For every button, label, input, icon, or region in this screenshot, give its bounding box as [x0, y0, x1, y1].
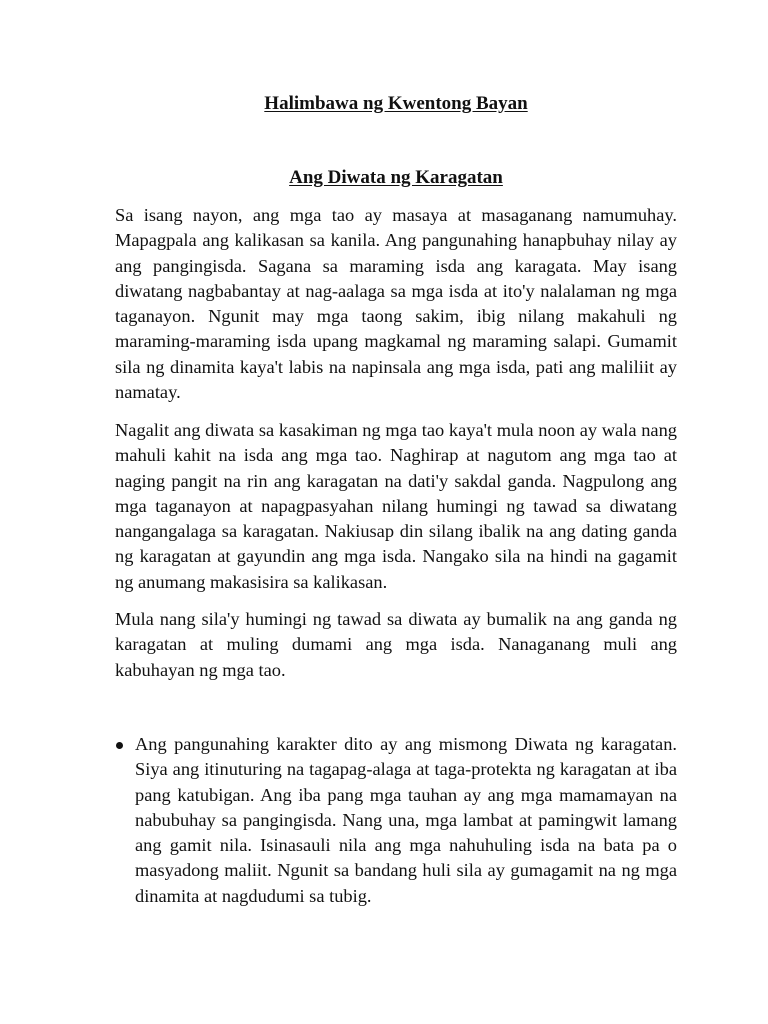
bullet-list — [115, 732, 677, 909]
document-title: Halimbawa ng Kwentong Bayan — [264, 93, 528, 114]
paragraph: Mula nang sila'y humingi ng tawad sa diwata ay bumalik na ang ganda ng karagatan at muling dumami ang mga isda. Nanaganang muli ang kabuhayan ng mga tao. — [115, 609, 677, 680]
list-item — [115, 732, 677, 909]
bullet-icon — [116, 742, 123, 749]
paragraph: Sa isang nayon, ang mga tao ay masaya at masaganang namumuhay. Mapagpala ang kalikasan sa kanila. Ang pangunahing hanapbuhay nilay ay ang pangingisda. Sagana sa maraming isda ang karagata. May isang diwatang nagbabantay at nag-aalaga sa mga isda at ito'y nalalaman ng mga taganayon. Ngunit may mga taong sakim, ibig nilang makahuli ng maraming-maraming isda upang magkamal ng maraming salapi. Gumamit sila ng dinamita kaya't labis na napinsala ang mga isda, pati ang maliliit ay namatay. — [115, 205, 677, 403]
story-title: Ang Diwata ng Karagatan — [289, 167, 503, 188]
paragraph: Nagalit ang diwata sa kasakiman ng mga tao kaya't mula noon ay wala nang mahuli kahit na isda ang mga tao. Naghirap at nagutom ang mga tao at naging pangit na rin ang karagatan na dati'y sakdal ganda. Nagpulong ang mga taganayon at napagpasyahan nilang humingi ng tawad sa diwatang nangangalaga sa karagatan. Nakiusap din silang ibalik na ang dating ganda ng karagatan at gayundin ang mga isda. Nangako sila na hindi na gagamit ng anumang makasisira sa kalikasan. — [115, 420, 677, 592]
list-item-text: Ang pangunahing karakter dito ay ang mismong Diwata ng karagatan. Siya ang itinuturing na tagapag-alaga at taga-protekta ng karagatan at iba pang katubigan. Ang iba pang mga tauhan ay ang mga mamamayan na nabubuhay sa pangingisda. Nang una, mga lambat at pamingwit lamang ang gamit nila. Isinasauli nila ang mga nahuhuling isda na bata pa o masyadong maliit. Ngunit sa bandang huli sila ay gumagamit na ng mga dinamita at nagdudumi sa tubig. — [135, 734, 677, 906]
